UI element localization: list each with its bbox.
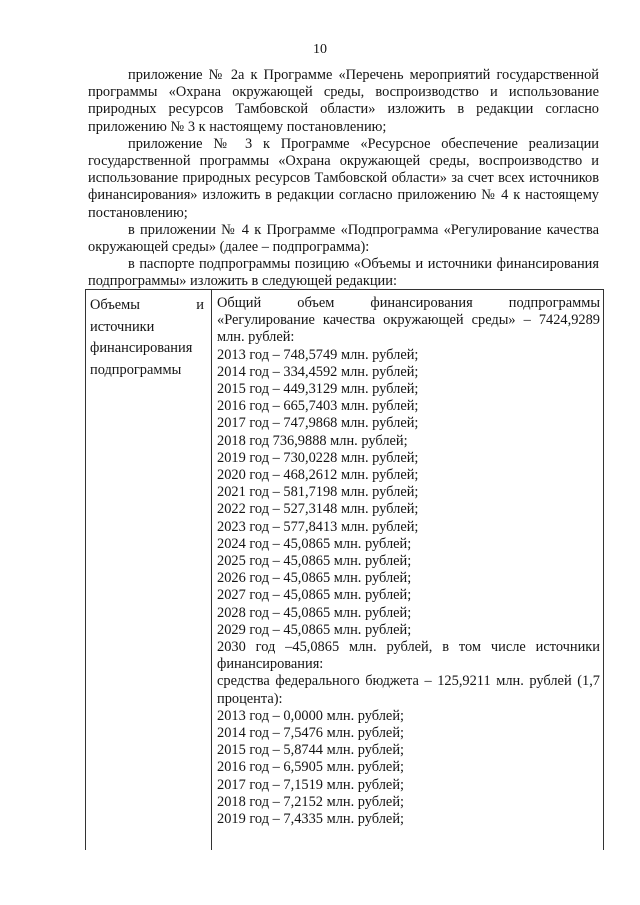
year-line: 2014 год – 334,4592 млн. рублей; (217, 363, 419, 380)
table-value-cell (217, 295, 600, 828)
label-line: подпрограммы (90, 361, 182, 378)
year-line: 2021 год – 581,7198 млн. рублей; (217, 484, 419, 501)
intro-paragraph: в паспорте подпрограммы позицию «Объемы и источники финансирования подпрограммы» изложить в следующей редакции: (88, 256, 599, 290)
year-line: 2018 год 736,9888 млн. рублей; (217, 432, 408, 449)
year-line: 2015 год – 5,8744 млн. рублей; (217, 742, 405, 759)
year-line: 2019 год – 7,4335 млн. рублей; (217, 811, 405, 828)
year-list (217, 347, 600, 639)
year-line: 2013 год – 0,0000 млн. рублей; (217, 707, 405, 724)
year-line: 2014 год – 7,5476 млн. рублей; (217, 725, 405, 742)
year-line: 2016 год – 6,5905 млн. рублей; (217, 759, 405, 776)
financing-table (85, 289, 604, 850)
year-line: 2029 год – 45,0865 млн. рублей; (217, 621, 412, 638)
column-divider (211, 290, 212, 850)
year-line: 2017 год – 7,1519 млн. рублей; (217, 776, 405, 793)
year-line: 2026 год – 45,0865 млн. рублей; (217, 570, 412, 587)
total-financing-text: Общий объем финансирования подпрограммы «Регулирование качества окружающей среды» – 7424,9289 млн. рублей: (217, 295, 600, 346)
table-label-cell (90, 295, 204, 381)
year-line: 2025 год – 45,0865 млн. рублей; (217, 553, 412, 570)
label-line: источники (90, 318, 155, 335)
intro-text (88, 67, 599, 291)
federal-year-list (217, 708, 600, 828)
year-line: 2027 год – 45,0865 млн. рублей; (217, 587, 412, 604)
label-line: Объемы и (90, 297, 204, 313)
year-line: 2022 год – 527,3148 млн. рублей; (217, 501, 419, 518)
year-line: 2020 год – 468,2612 млн. рублей; (217, 467, 419, 484)
year-line: 2024 год – 45,0865 млн. рублей; (217, 535, 412, 552)
year-line: 2016 год – 665,7403 млн. рублей; (217, 398, 419, 415)
intro-paragraph: в приложении № 4 к Программе «Подпрограмма «Регулирование качества окружающей среды» (далее – подпрограмма): (88, 221, 599, 256)
year-line: 2023 год – 577,8413 млн. рублей; (217, 518, 419, 535)
federal-budget-text: средства федерального бюджета – 125,9211 млн. рублей (1,7 процента): (217, 673, 600, 707)
year-line: 2015 год – 449,3129 млн. рублей; (217, 381, 419, 398)
label-line: финансирования (90, 340, 193, 356)
year-line: 2017 год – 747,9868 млн. рублей; (217, 415, 419, 432)
intro-paragraph: приложение № 2а к Программе «Перечень мероприятий государственной программы «Охрана окружающей среды, воспроизводство и использование природных ресурсов Тамбовской области» изложить в редакции согласно приложению № 3 к настоящему постановлению; (88, 67, 599, 135)
page-number: 10 (313, 42, 327, 57)
year-2030-text: 2030 год –45,0865 млн. рублей, в том числе источники финансирования: (217, 639, 600, 673)
year-line: 2013 год – 748,5749 млн. рублей; (217, 346, 419, 363)
year-line: 2018 год – 7,2152 млн. рублей; (217, 793, 405, 810)
year-line: 2019 год – 730,0228 млн. рублей; (217, 449, 419, 466)
year-line: 2028 год – 45,0865 млн. рублей; (217, 604, 412, 621)
intro-paragraph: приложение № 3 к Программе «Ресурсное обеспечение реализации государственной программы «Охрана окружающей среды, воспроизводство и использование природных ресурсов Тамбовской области» за счет всех источников финансирования» изложить в редакции согласно приложению № 4 к настоящему постановлению; (88, 135, 599, 221)
